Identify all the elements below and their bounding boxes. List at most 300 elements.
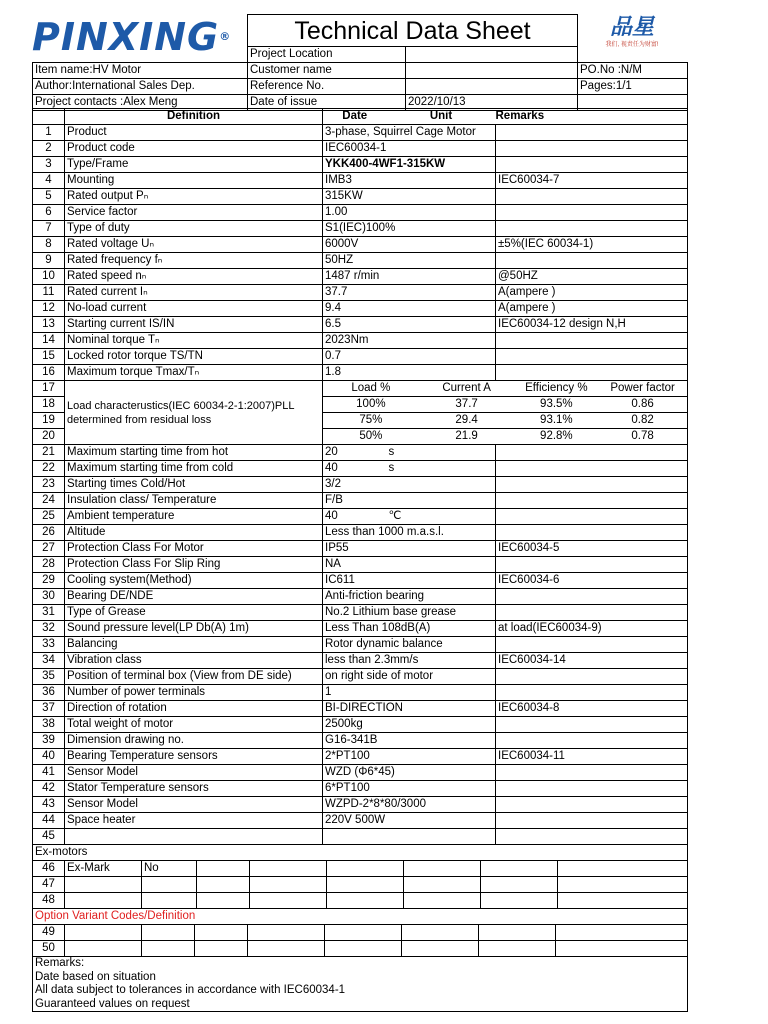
grid-cell [481, 893, 558, 908]
table-row [33, 349, 688, 365]
grid-cell [197, 861, 250, 876]
row-remarks [496, 349, 688, 365]
row-remarks: A(ampere ) [496, 285, 688, 301]
row-remarks [496, 365, 688, 381]
table-row [33, 253, 688, 269]
project-location-label: Project Location [248, 47, 406, 63]
row-remarks [496, 493, 688, 509]
table-row [33, 173, 688, 189]
table-row [33, 941, 688, 957]
datasheet [32, 14, 687, 1010]
grid-cell [327, 861, 404, 876]
row-definition: Type of duty [65, 221, 323, 237]
item-name: Item name:HV Motor [33, 63, 248, 79]
row-unit [387, 477, 496, 493]
row-number: 33 [33, 637, 65, 653]
table-row [33, 781, 688, 797]
row-definition: Mounting [65, 173, 323, 189]
row-number: 16 [33, 365, 65, 381]
table-row [33, 477, 688, 493]
row-definition: Sensor Model [65, 797, 323, 813]
table-row [33, 621, 688, 637]
row-remarks: at load(IEC60034-9) [496, 621, 688, 637]
table-row [33, 461, 688, 477]
row-value: 9.4 [323, 301, 496, 317]
grid-cell [404, 877, 481, 892]
row-definition: Starting times Cold/Hot [65, 477, 323, 493]
row-value: 1487 r/min [323, 269, 496, 285]
grid-cell [402, 925, 479, 940]
spec-table [32, 108, 688, 1012]
row-remarks [496, 589, 688, 605]
table-row [33, 365, 688, 381]
table-row [33, 893, 688, 909]
row-remarks: IEC60034-5 [496, 541, 688, 557]
load-cell: 21.9 [455, 430, 478, 442]
option-heading: Option Variant Codes/Definition [33, 909, 688, 925]
load-header-cell: Power factor [610, 382, 675, 394]
customer-name-label: Customer name [248, 63, 406, 79]
grid-cell [481, 877, 558, 892]
row-value: S1(IEC)100% [323, 221, 496, 237]
load-cell: 92.8% [540, 430, 573, 442]
table-row [33, 717, 688, 733]
row-remarks [496, 525, 688, 541]
table-row [33, 301, 688, 317]
row-number: 34 [33, 653, 65, 669]
row-number: 1 [33, 125, 65, 141]
table-row: 20 50% 21.9 92.8% 0.78 [33, 429, 688, 445]
row-remarks [496, 781, 688, 797]
row-value: 2500kg [323, 717, 387, 733]
row-remarks [496, 637, 688, 653]
row-unit: s [387, 445, 496, 461]
date-of-issue-label: Date of issue [248, 95, 406, 111]
row-remarks: IEC60034-7 [496, 173, 688, 189]
row-remarks [496, 221, 688, 237]
load-cell: 100% [356, 398, 386, 410]
row-value: 40 [323, 509, 387, 525]
row-value: 6000V [323, 237, 496, 253]
table-row [33, 685, 688, 701]
load-section [33, 381, 688, 445]
table-row [33, 813, 688, 829]
ex-value [142, 893, 197, 908]
row-definition: Maximum torque Tmax/Tₙ [65, 365, 323, 381]
row-number: 2 [33, 141, 65, 157]
row-unit [387, 829, 496, 845]
row-value: less than 2.3mm/s [323, 653, 496, 669]
spec-header-row [33, 109, 688, 125]
row-definition: Rated speed nₙ [65, 269, 323, 285]
row-value: 3-phase, Squirrel Cage Motor [323, 125, 496, 141]
row-definition: Cooling system(Method) [65, 573, 323, 589]
option-rows [33, 925, 688, 957]
ex-motors-section [33, 845, 688, 861]
row-number: 42 [33, 781, 65, 797]
row-remarks: IEC60034-6 [496, 573, 688, 589]
col-unit: Unit [387, 109, 496, 125]
row-unit: s [387, 461, 496, 477]
row-number: 21 [33, 445, 65, 461]
row-remarks: IEC60034-8 [496, 701, 688, 717]
row-remarks [496, 669, 688, 685]
col-definition: Definition [65, 109, 323, 125]
row-number: 26 [33, 525, 65, 541]
row-remarks [496, 557, 688, 573]
row-number: 14 [33, 333, 65, 349]
load-cell: 0.82 [631, 414, 654, 426]
spec-rows [33, 125, 688, 381]
pages: Pages:1/1 [578, 79, 688, 95]
ex-label [65, 877, 142, 892]
row-definition: Vibration class [65, 653, 323, 669]
row-remarks [496, 797, 688, 813]
ex-label: Ex-Mark [65, 861, 142, 876]
row-number: 47 [33, 877, 65, 893]
row-number: 13 [33, 317, 65, 333]
table-row [33, 493, 688, 509]
row-remarks: IEC60034-12 design N,H [496, 317, 688, 333]
table-row [33, 749, 688, 765]
table-row [33, 509, 688, 525]
grid-cell [402, 941, 479, 956]
grid-cell [248, 941, 325, 956]
row-remarks [496, 141, 688, 157]
row-number: 10 [33, 269, 65, 285]
row-remarks: ±5%(IEC 60034-1) [496, 237, 688, 253]
row-value: WZD (Φ6*45) [323, 765, 496, 781]
pinxing-logo: PINXING® [32, 15, 232, 59]
table-row [33, 237, 688, 253]
table-row [33, 653, 688, 669]
row-number: 32 [33, 621, 65, 637]
table-row: 18 100% 37.7 93.5% 0.86 [33, 397, 688, 413]
row-remarks [496, 253, 688, 269]
row-number: 23 [33, 477, 65, 493]
row-definition: Maximum starting time from hot [65, 445, 323, 461]
po-number: PO.No :N/M [578, 63, 688, 79]
row-unit [387, 493, 496, 509]
row-number: 37 [33, 701, 65, 717]
row-number: 31 [33, 605, 65, 621]
row-definition: Nominal torque Tₙ [65, 333, 323, 349]
ex-motors-heading: Ex-motors [33, 845, 688, 861]
row-number: 46 [33, 861, 65, 877]
row-definition: Service factor [65, 205, 323, 221]
grid-cell [142, 925, 195, 940]
row-definition: Type of Grease [65, 605, 323, 621]
row-number: 27 [33, 541, 65, 557]
row-number: 24 [33, 493, 65, 509]
row-unit: ℃ [387, 509, 496, 525]
row-definition: Rated output Pₙ [65, 189, 323, 205]
grid-cell [250, 893, 327, 908]
row-definition: Number of power terminals [65, 685, 323, 701]
table-row [33, 861, 688, 877]
row-number: 43 [33, 797, 65, 813]
row-definition [65, 829, 323, 845]
row-definition: Stator Temperature sensors [65, 781, 323, 797]
option-section [33, 909, 688, 925]
table-row: 19 75% 29.4 93.1% 0.82 [33, 413, 688, 429]
ex-value: No [142, 861, 197, 876]
project-contacts: Project contacts :Alex Meng [33, 95, 248, 111]
row-number: 49 [33, 925, 65, 941]
row-value: 20 [323, 445, 387, 461]
table-row [33, 605, 688, 621]
grid-cell [325, 925, 402, 940]
remarks-section [33, 957, 688, 1012]
grid-cell [248, 925, 325, 940]
ex-motor-rows [33, 861, 688, 909]
row-value: on right side of motor [323, 669, 496, 685]
row-remarks [496, 829, 688, 845]
table-row [33, 733, 688, 749]
row-definition: Position of terminal box (View from DE side) [65, 669, 323, 685]
row-value: Less Than 108dB(A) [323, 621, 496, 637]
row-number: 8 [33, 237, 65, 253]
row-number: 6 [33, 205, 65, 221]
row-number: 41 [33, 765, 65, 781]
load-cell: 75% [359, 414, 383, 426]
row-definition: Dimension drawing no. [65, 733, 323, 749]
row-unit [387, 541, 496, 557]
reference-no-label: Reference No. [248, 79, 406, 95]
row-number: 15 [33, 349, 65, 365]
load-header-cell: Efficiency % [525, 382, 588, 394]
table-row [33, 765, 688, 781]
row-value: 1 [323, 685, 387, 701]
grid-cell [197, 877, 250, 892]
row-definition: Sound pressure level(LP Db(A) 1m) [65, 621, 323, 637]
row-value [323, 829, 387, 845]
table-row [33, 797, 688, 813]
load-cell: 93.1% [540, 414, 573, 426]
row-value: 2023Nm [323, 333, 496, 349]
load-cell: 29.4 [455, 414, 478, 426]
row-number: 40 [33, 749, 65, 765]
col-remarks: Remarks [496, 109, 688, 125]
table-row [33, 221, 688, 237]
row-value: 0.7 [323, 349, 496, 365]
table-row [33, 557, 688, 573]
row-definition: Product code [65, 141, 323, 157]
row-definition: Ambient temperature [65, 509, 323, 525]
row-definition: Protection Class For Slip Ring [65, 557, 323, 573]
table-row [33, 141, 688, 157]
row-definition: Type/Frame [65, 157, 323, 173]
grid-cell [65, 925, 142, 940]
row-unit [387, 685, 496, 701]
table-row [33, 669, 688, 685]
info-table [32, 14, 688, 111]
table-row [33, 525, 688, 541]
remarks-line: Date based on situation [35, 970, 156, 983]
row-remarks [496, 733, 688, 749]
row-number: 36 [33, 685, 65, 701]
grid-cell [65, 941, 142, 956]
load-header-cell: Current A [442, 382, 491, 394]
row-number: 22 [33, 461, 65, 477]
row-remarks [496, 125, 688, 141]
row-remarks [496, 717, 688, 733]
row-remarks [496, 509, 688, 525]
row-value: 220V 500W [323, 813, 496, 829]
row-value: 1.00 [323, 205, 496, 221]
row-definition: Maximum starting time from cold [65, 461, 323, 477]
col-date: Date [323, 109, 387, 125]
row-definition: Space heater [65, 813, 323, 829]
table-row [33, 285, 688, 301]
row-unit [387, 573, 496, 589]
row-remarks [496, 477, 688, 493]
table-row [33, 541, 688, 557]
ex-label [65, 893, 142, 908]
row-number: 35 [33, 669, 65, 685]
row-number: 3 [33, 157, 65, 173]
row-value: 6*PT100 [323, 781, 496, 797]
row-remarks [496, 605, 688, 621]
row-value: YKK400-4WF1-315KW [323, 157, 496, 173]
row-value: F/B [323, 493, 387, 509]
table-row [33, 925, 688, 941]
row-value: 2*PT100 [323, 749, 496, 765]
grid-cell [195, 925, 248, 940]
row-value: IP55 [323, 541, 387, 557]
grid-cell [404, 893, 481, 908]
row-remarks: IEC60034-14 [496, 653, 688, 669]
project-location-value [406, 47, 578, 63]
row-number: 7 [33, 221, 65, 237]
remarks-block [33, 957, 688, 1012]
row-remarks [496, 445, 688, 461]
row-unit [387, 717, 496, 733]
grid-cell [479, 925, 556, 940]
remarks-line: Guaranteed values on request [35, 997, 190, 1010]
row-definition: Product [65, 125, 323, 141]
author: Author:International Sales Dep. [33, 79, 248, 95]
load-header-cell: Load % [351, 382, 391, 394]
row-value: Anti-friction bearing [323, 589, 496, 605]
row-number: 25 [33, 509, 65, 525]
row-value: 37.7 [323, 285, 496, 301]
row-remarks [496, 813, 688, 829]
table-row: 17 Load characterustics(IEC 60034-2-1:2007)PLL determined from residual loss Load % Current A Efficiency % Power factor [33, 381, 688, 397]
row-remarks [496, 461, 688, 477]
row-remarks: A(ampere ) [496, 301, 688, 317]
row-definition: Direction of rotation [65, 701, 323, 717]
load-cell: 0.86 [631, 398, 654, 410]
load-characteristics-label: Load characterustics(IEC 60034-2-1:2007)PLL determined from residual loss [65, 381, 323, 445]
row-number: 48 [33, 893, 65, 909]
row-value: 40 [323, 461, 387, 477]
spec-rows-2 [33, 445, 688, 845]
table-row [33, 333, 688, 349]
row-number: 38 [33, 717, 65, 733]
row-value: IMB3 [323, 173, 496, 189]
row-value: 315KW [323, 189, 496, 205]
load-cell: 50% [359, 430, 383, 442]
row-value: G16-341B [323, 733, 496, 749]
row-number: 44 [33, 813, 65, 829]
grid-cell [481, 861, 558, 876]
table-row [33, 701, 688, 717]
row-definition: Bearing Temperature sensors [65, 749, 323, 765]
row-number: 28 [33, 557, 65, 573]
row-value: No.2 Lithium base grease [323, 605, 496, 621]
row-definition: Protection Class For Motor [65, 541, 323, 557]
row-number: 30 [33, 589, 65, 605]
row-unit [387, 557, 496, 573]
row-definition: Balancing [65, 637, 323, 653]
row-definition: Sensor Model [65, 765, 323, 781]
row-definition: No-load current [65, 301, 323, 317]
grid-cell [325, 941, 402, 956]
load-cell: 93.5% [540, 398, 573, 410]
row-definition: Rated voltage Uₙ [65, 237, 323, 253]
row-number: 50 [33, 941, 65, 957]
grid-cell [327, 893, 404, 908]
load-cell: 37.7 [455, 398, 478, 410]
row-remarks [496, 333, 688, 349]
row-number: 45 [33, 829, 65, 845]
table-row [33, 317, 688, 333]
row-definition: Starting current IS/IN [65, 317, 323, 333]
grid-cell [195, 941, 248, 956]
load-cell: 0.78 [631, 430, 654, 442]
reference-no-value [406, 79, 578, 95]
table-row [33, 573, 688, 589]
row-number: 4 [33, 173, 65, 189]
table-row [33, 189, 688, 205]
row-value: NA [323, 557, 387, 573]
customer-name-value [406, 63, 578, 79]
table-row [33, 829, 688, 845]
row-number: 39 [33, 733, 65, 749]
row-value: WZPD-2*8*80/3000 [323, 797, 496, 813]
row-value: 6.5 [323, 317, 496, 333]
row-number: 5 [33, 189, 65, 205]
table-row [33, 637, 688, 653]
table-row [33, 445, 688, 461]
row-remarks [496, 189, 688, 205]
remarks-title: Remarks: [35, 957, 85, 969]
row-remarks: IEC60034-11 [496, 749, 688, 765]
row-definition: Bearing DE/NDE [65, 589, 323, 605]
table-row [33, 157, 688, 173]
row-remarks [496, 205, 688, 221]
row-value: Less than 1000 m.a.s.l. [323, 525, 496, 541]
row-definition: Total weight of motor [65, 717, 323, 733]
row-value: Rotor dynamic balance [323, 637, 496, 653]
row-number: 9 [33, 253, 65, 269]
row-remarks [496, 157, 688, 173]
grid-cell [250, 861, 327, 876]
row-definition: Insulation class/ Temperature [65, 493, 323, 509]
table-row [33, 205, 688, 221]
row-value: IEC60034-1 [323, 141, 496, 157]
row-value: 3/2 [323, 477, 387, 493]
row-definition: Rated current Iₙ [65, 285, 323, 301]
date-of-issue-value: 2022/10/13 [406, 95, 578, 111]
row-number: 12 [33, 301, 65, 317]
table-row [33, 269, 688, 285]
row-definition: Altitude [65, 525, 323, 541]
grid-cell [250, 877, 327, 892]
table-row [33, 589, 688, 605]
grid-cell [479, 941, 556, 956]
